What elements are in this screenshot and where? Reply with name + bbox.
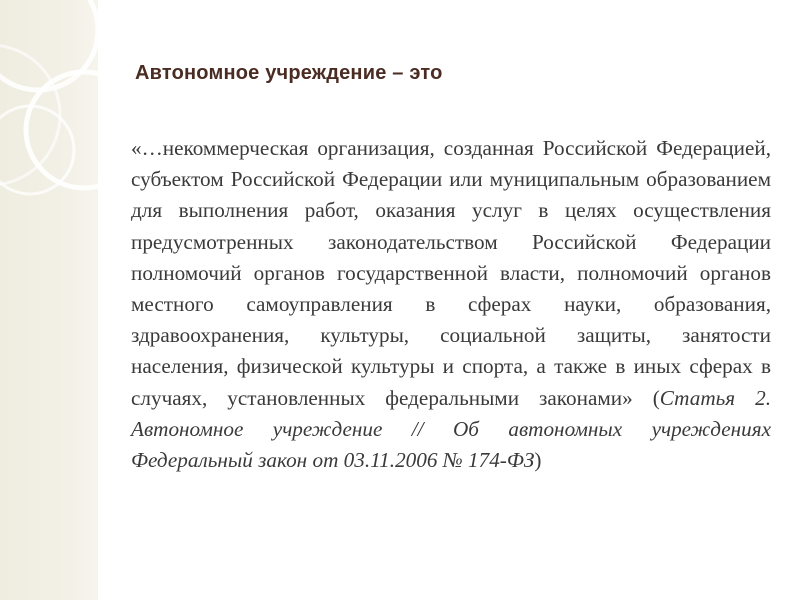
citation-source: Статья 2. Автономное учреждение // Об автономных учреждениях Федеральный закон от 03.11.2006 № 174-ФЗ — [131, 385, 771, 473]
definition-quote: «…некоммерческая организация, созданная Российской Федерацией, субъектом Российской Федерации или муниципальным образованием для выполнения работ, оказания услуг в целях осуществления предусмотренных законодательством Российской Федерации полномочий органов государственной власти, полномочий органов местного самоуправления в сферах науки, образования, здравоохранения, культуры, социальной защиты, занятости населения, физической культуры и спорта, а также в иных сферах в случаях, установленных федеральными законами» — [131, 136, 771, 410]
definition-text — [131, 133, 771, 476]
slide-title: Автономное учреждение – это — [135, 62, 443, 84]
citation-open-paren: ( — [652, 385, 660, 410]
ring-middle — [26, 72, 142, 188]
citation-close-paren: ) — [534, 448, 542, 473]
